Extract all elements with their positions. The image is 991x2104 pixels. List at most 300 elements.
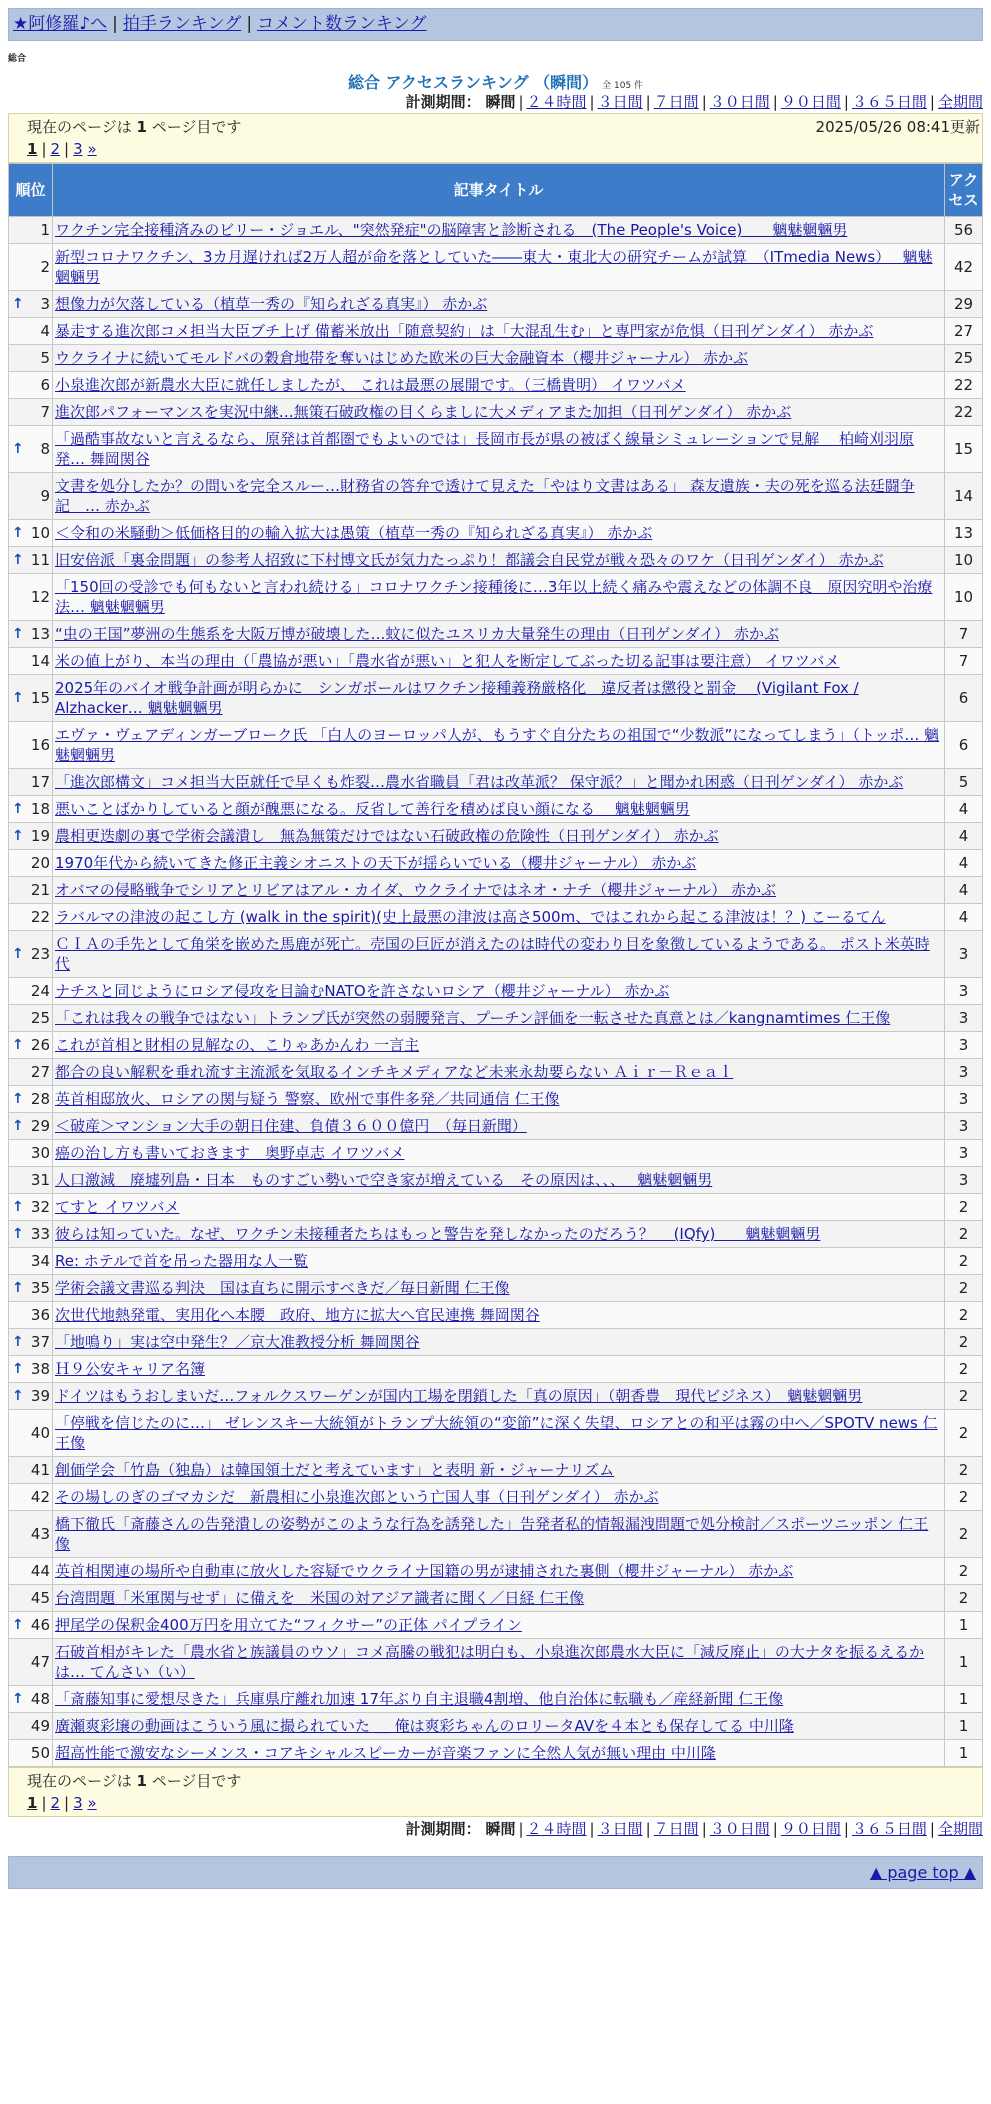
title-cell bbox=[53, 1639, 945, 1686]
rank-cell bbox=[9, 574, 53, 621]
table-row bbox=[9, 1585, 983, 1612]
period-option-link[interactable]: 全期間 bbox=[937, 1820, 983, 1838]
article-title-link[interactable]: 農相更迭劇の裏で学術会議潰し 無為無策だけではない石破政権の危険性（日刊ゲンダイ） 赤かぶ bbox=[55, 827, 719, 845]
rank-cell bbox=[9, 978, 53, 1005]
title-cell bbox=[53, 1059, 945, 1086]
rank-cell bbox=[9, 426, 53, 473]
page-top-link[interactable]: ▲ page top ▲ bbox=[869, 1863, 976, 1882]
access-count: 4 bbox=[945, 796, 983, 823]
article-title-link[interactable]: 石破首相がキレた「農水省と族議員のウソ」コメ高騰の戦犯は明白も、小泉進次郎農水大臣に「減反廃止」の大ナタを振るえるかは… てんさい（い） bbox=[55, 1643, 925, 1681]
rank-cell bbox=[9, 877, 53, 904]
total-count: 全 105 件 bbox=[602, 81, 644, 91]
table-row bbox=[9, 1740, 983, 1767]
article-title-link[interactable]: 彼らは知っていた。なぜ、ワクチン未接種者たちはもっと警告を発しなかったのだろう？ (IQfy) 魑魅魍魎男 bbox=[55, 1225, 821, 1243]
rank-cell bbox=[9, 722, 53, 769]
article-title-link[interactable]: 英首相邸放火、ロシアの関与疑う 警察、欧州で事件多発／共同通信 仁王像 bbox=[55, 1090, 560, 1108]
article-title-link[interactable]: 押尾学の保釈金400万円を用立てた“フィクサー”の正体 パイプライン bbox=[55, 1616, 522, 1634]
title-cell bbox=[53, 291, 945, 318]
period-separator: | bbox=[772, 93, 778, 111]
rank-number: 27 bbox=[30, 1063, 50, 1081]
rank-up-arrow-icon: ↑ bbox=[12, 1691, 24, 1707]
period-option-link[interactable]: ２４時間 bbox=[526, 93, 587, 111]
rank-number: 39 bbox=[30, 1387, 50, 1405]
table-row bbox=[9, 1086, 983, 1113]
article-title-link[interactable]: オバマの侵略戦争でシリアとリビアはアル・カイダ、ウクライナではネオ・ナチ（櫻井ジャーナル） 赤かぶ bbox=[55, 881, 777, 899]
article-title-link[interactable]: Re: ホテルで首を吊った器用な人一覧 bbox=[55, 1252, 309, 1270]
access-count: 22 bbox=[945, 372, 983, 399]
access-count: 4 bbox=[945, 823, 983, 850]
footer-bar bbox=[8, 1856, 983, 1889]
article-title-link[interactable]: 創価学会「竹島（独島）は韓国領土だと考えています」と表明 新・ジャーナリズム bbox=[55, 1461, 615, 1479]
pager-current-page: 1 bbox=[27, 1794, 38, 1812]
title-cell bbox=[53, 1221, 945, 1248]
rank-cell bbox=[9, 769, 53, 796]
article-title-link[interactable]: 暴走する進次郎コメ担当大臣ブチ上げ 備蓄米放出「随意契約」は「大混乱生む」と専門家が危惧（日刊ゲンダイ） 赤かぶ bbox=[55, 322, 874, 340]
access-count: 4 bbox=[945, 877, 983, 904]
access-count: 6 bbox=[945, 675, 983, 722]
access-count: 2 bbox=[945, 1484, 983, 1511]
pager-separator: | bbox=[64, 1794, 70, 1812]
rank-cell bbox=[9, 547, 53, 574]
access-count: 1 bbox=[945, 1639, 983, 1686]
period-option-link[interactable]: ２４時間 bbox=[526, 1820, 587, 1838]
access-count: 2 bbox=[945, 1585, 983, 1612]
access-count: 2 bbox=[945, 1302, 983, 1329]
rank-cell bbox=[9, 217, 53, 244]
table-header-row bbox=[9, 164, 983, 217]
rank-number: 28 bbox=[30, 1090, 50, 1108]
rank-cell bbox=[9, 1356, 53, 1383]
rank-number: 31 bbox=[30, 1171, 50, 1189]
title-cell bbox=[53, 1113, 945, 1140]
pager-page-link[interactable]: 3 bbox=[73, 1794, 83, 1812]
current-page-text: 現在のページは 1 ページ目です bbox=[27, 118, 242, 136]
article-title-link[interactable]: 人口激減 廃墟列島・日本 ものすごい勢いで空き家が増えている その原因は、、、 魑魅魍魎男 bbox=[55, 1171, 713, 1189]
period-separator: | bbox=[772, 1820, 778, 1838]
period-option-link[interactable]: ３０日間 bbox=[709, 93, 770, 111]
title-cell bbox=[53, 1032, 945, 1059]
pager-page-link[interactable]: 3 bbox=[73, 140, 83, 158]
page-info-top bbox=[8, 113, 983, 163]
title-cell bbox=[53, 547, 945, 574]
title-cell bbox=[53, 1167, 945, 1194]
rank-cell bbox=[9, 1585, 53, 1612]
rank-cell bbox=[9, 1086, 53, 1113]
rank-cell bbox=[9, 1612, 53, 1639]
access-count: 2 bbox=[945, 1558, 983, 1585]
article-title-link[interactable]: 橋下徹氏「斎藤さんの告発潰しの姿勢がこのような行為を誘発した」告発者私的情報漏洩問題で処分検討／スポーツニッポン 仁王像 bbox=[55, 1515, 929, 1553]
article-title-link[interactable]: その場しのぎのゴマカシだ 新農相に小泉進次郎という亡国人事（日刊ゲンダイ） 赤かぶ bbox=[55, 1488, 659, 1506]
header-title: 記事タイトル bbox=[53, 164, 945, 217]
title-cell bbox=[53, 399, 945, 426]
table-row bbox=[9, 318, 983, 345]
title-cell bbox=[53, 850, 945, 877]
top-nav-bar bbox=[8, 8, 983, 41]
access-count: 2 bbox=[945, 1329, 983, 1356]
rank-up-arrow-icon: ↑ bbox=[12, 525, 24, 541]
table-row bbox=[9, 904, 983, 931]
rank-number: 50 bbox=[30, 1744, 50, 1762]
table-row bbox=[9, 621, 983, 648]
title-cell bbox=[53, 1713, 945, 1740]
access-count: 3 bbox=[945, 1086, 983, 1113]
period-option-link[interactable]: ３日間 bbox=[597, 93, 643, 111]
table-row bbox=[9, 1686, 983, 1713]
pager-page-link[interactable]: 2 bbox=[50, 140, 61, 158]
rank-cell bbox=[9, 675, 53, 722]
period-option-link[interactable]: ３６５日間 bbox=[851, 93, 927, 111]
article-title-link[interactable]: ナチスと同じようにロシア侵攻を目論むNATOを許さないロシア（櫻井ジャーナル） 赤かぶ bbox=[55, 982, 670, 1000]
table-row bbox=[9, 1713, 983, 1740]
access-count: 3 bbox=[945, 1032, 983, 1059]
period-separator: | bbox=[843, 93, 849, 111]
rank-cell bbox=[9, 1275, 53, 1302]
rank-number: 4 bbox=[40, 322, 50, 340]
title-cell bbox=[53, 1194, 945, 1221]
rank-number: 42 bbox=[30, 1488, 50, 1506]
access-count: 1 bbox=[945, 1713, 983, 1740]
article-title-link[interactable]: 小泉進次郎が新農水大臣に就任しましたが、 これは最悪の展開です。（三橋貴明） イワツバメ bbox=[55, 376, 686, 394]
title-cell bbox=[53, 978, 945, 1005]
table-row bbox=[9, 345, 983, 372]
table-row bbox=[9, 1410, 983, 1457]
rank-cell bbox=[9, 1484, 53, 1511]
table-row bbox=[9, 547, 983, 574]
rank-number: 8 bbox=[40, 440, 50, 458]
title-cell bbox=[53, 1248, 945, 1275]
access-count: 42 bbox=[945, 244, 983, 291]
nav-link-comment-ranking[interactable]: コメント数ランキング bbox=[257, 14, 427, 34]
access-count: 4 bbox=[945, 904, 983, 931]
period-option-link[interactable]: ７日間 bbox=[653, 1820, 699, 1838]
article-title-link[interactable]: ウクライナに続いてモルドバの穀倉地帯を奪いはじめた欧米の巨大金融資本（櫻井ジャーナル） 赤かぶ bbox=[55, 349, 748, 367]
table-row bbox=[9, 1558, 983, 1585]
article-title-link[interactable]: ラバルマの津波の起こし方 (walk in the spirit)(史上最悪の津波は高さ500m、ではこれから起こる津波は！？) こーるてん bbox=[55, 908, 886, 926]
table-row bbox=[9, 877, 983, 904]
rank-cell bbox=[9, 1713, 53, 1740]
nav-link-applause-ranking[interactable]: 拍手ランキング bbox=[122, 14, 242, 34]
rank-number: 19 bbox=[30, 827, 50, 845]
article-title-link[interactable]: 次世代地熱発電、実用化へ本腰 政府、地方に拡大へ官民連携 舞岡関谷 bbox=[55, 1306, 540, 1324]
nav-separator: | bbox=[246, 14, 253, 34]
title-cell bbox=[53, 1302, 945, 1329]
category-label: 総合 bbox=[8, 54, 27, 64]
table-row bbox=[9, 675, 983, 722]
title-cell bbox=[53, 1005, 945, 1032]
rank-number: 46 bbox=[30, 1616, 50, 1634]
rank-cell bbox=[9, 1248, 53, 1275]
table-row bbox=[9, 1457, 983, 1484]
table-row bbox=[9, 1612, 983, 1639]
article-title-link[interactable]: ドイツはもうおしまいだ…フォルクスワーゲンが国内工場を閉鎖した「真の原因」（朝香豊 現代ビジネス） 魑魅魍魎男 bbox=[55, 1387, 863, 1405]
rank-up-arrow-icon: ↑ bbox=[12, 1388, 24, 1404]
nav-link-asyura[interactable]: ★阿修羅♪へ bbox=[13, 14, 108, 34]
ranking-title: 総合 アクセスランキング （瞬間） bbox=[347, 73, 599, 92]
rank-number: 6 bbox=[40, 376, 50, 394]
access-count: 3 bbox=[945, 1140, 983, 1167]
table-row bbox=[9, 931, 983, 978]
title-cell bbox=[53, 1086, 945, 1113]
header-access: アクセス bbox=[945, 164, 983, 217]
access-count: 3 bbox=[945, 1167, 983, 1194]
table-row bbox=[9, 1113, 983, 1140]
rank-cell bbox=[9, 796, 53, 823]
rank-number: 26 bbox=[30, 1036, 50, 1054]
article-title-link[interactable]: これが首相と財相の見解なの、こりゃあかんわ 一言主 bbox=[55, 1036, 420, 1054]
rank-cell bbox=[9, 473, 53, 520]
page-title bbox=[8, 70, 983, 90]
pager-separator: | bbox=[41, 140, 47, 158]
title-cell bbox=[53, 318, 945, 345]
article-title-link[interactable]: 米の値上がり、本当の理由（「農協が悪い」「農水省が悪い」と犯人を断定してぶった切る記事は要注意） イワツバメ bbox=[55, 652, 840, 670]
article-title-link[interactable]: 新型コロナワクチン、3カ月遅ければ2万人超が命を落としていた――東大・東北大の研究チームが試算 （ITmedia News） 魑魅魍魎男 bbox=[55, 248, 933, 286]
updated-timestamp: 2025/05/26 08:41更新 bbox=[815, 118, 980, 136]
table-row bbox=[9, 1032, 983, 1059]
rank-number: 1 bbox=[40, 221, 50, 239]
pager-separator: | bbox=[64, 140, 70, 158]
table-row bbox=[9, 1639, 983, 1686]
period-separator: | bbox=[518, 1820, 524, 1838]
period-option-link[interactable]: ９０日間 bbox=[780, 93, 841, 111]
rank-number: 38 bbox=[30, 1360, 50, 1378]
rank-number: 24 bbox=[30, 982, 50, 1000]
table-row bbox=[9, 426, 983, 473]
rank-cell bbox=[9, 1329, 53, 1356]
access-count: 6 bbox=[945, 722, 983, 769]
rank-cell bbox=[9, 1005, 53, 1032]
table-row bbox=[9, 1221, 983, 1248]
rank-up-arrow-icon: ↑ bbox=[12, 1334, 24, 1350]
access-count: 29 bbox=[945, 291, 983, 318]
rank-up-arrow-icon: ↑ bbox=[12, 1226, 24, 1242]
rank-cell bbox=[9, 1302, 53, 1329]
rank-number: 44 bbox=[30, 1562, 50, 1580]
rank-up-arrow-icon: ↑ bbox=[12, 1118, 24, 1134]
rank-cell bbox=[9, 520, 53, 547]
period-option-link[interactable]: 全期間 bbox=[937, 93, 983, 111]
rank-cell bbox=[9, 1639, 53, 1686]
rank-number: 37 bbox=[30, 1333, 50, 1351]
article-title-link[interactable]: 「進次郎構文」コメ担当大臣就任で早くも炸裂…農水省職員「君は改革派？ 保守派？」と聞かれ困惑（日刊ゲンダイ） 赤かぶ bbox=[55, 773, 904, 791]
article-title-link[interactable]: 「過酷事故ないと言えるなら、原発は首都圏でもよいのでは」長岡市長が県の被ばく線量シミュレーションで見解 柏崎刈羽原発… 舞岡関谷 bbox=[55, 430, 914, 468]
period-option-link[interactable]: ３０日間 bbox=[709, 1820, 770, 1838]
pager-top bbox=[27, 138, 982, 160]
rank-cell bbox=[9, 1410, 53, 1457]
rank-cell bbox=[9, 1194, 53, 1221]
article-title-link[interactable]: 進次郎パフォーマンスを実況中継…無策石破政権の目くらましに大メディアまた加担（日刊ゲンダイ） 赤かぶ bbox=[55, 403, 792, 421]
article-title-link[interactable]: 「これは我々の戦争ではない」トランプ氏が突然の弱腰発言、プーチン評価を一転させた真意とは／kangnamtimes 仁王像 bbox=[55, 1009, 891, 1027]
article-title-link[interactable]: てすと イワツバメ bbox=[55, 1198, 180, 1216]
rank-number: 34 bbox=[30, 1252, 50, 1270]
access-count: 3 bbox=[945, 1059, 983, 1086]
rank-up-arrow-icon: ↑ bbox=[12, 626, 24, 642]
rank-up-arrow-icon: ↑ bbox=[12, 1361, 24, 1377]
access-count: 1 bbox=[945, 1740, 983, 1767]
table-row bbox=[9, 399, 983, 426]
period-separator: | bbox=[701, 1820, 707, 1838]
title-cell bbox=[53, 1511, 945, 1558]
title-cell bbox=[53, 1140, 945, 1167]
article-title-link[interactable]: “虫の王国”夢洲の生態系を大阪万博が破壊した…蚊に似たユスリカ大量発生の理由（日刊ゲンダイ） 赤かぶ bbox=[55, 625, 779, 643]
table-row bbox=[9, 850, 983, 877]
table-row bbox=[9, 217, 983, 244]
period-current: 瞬間 bbox=[485, 93, 516, 111]
period-separator: | bbox=[929, 1820, 935, 1838]
rank-number: 32 bbox=[30, 1198, 50, 1216]
title-cell bbox=[53, 675, 945, 722]
rank-number: 35 bbox=[30, 1279, 50, 1297]
title-cell bbox=[53, 1383, 945, 1410]
access-count: 7 bbox=[945, 648, 983, 675]
period-option-link[interactable]: ７日間 bbox=[653, 93, 699, 111]
article-title-link[interactable]: ＣＩＡの手先として角栄を嵌めた馬鹿が死亡。売国の巨匠が消えたのは時代の変わり目を象徴しているようである。 ポスト米英時代 bbox=[55, 935, 930, 973]
rank-up-arrow-icon: ↑ bbox=[12, 946, 24, 962]
pager-page-link[interactable]: 2 bbox=[50, 1794, 61, 1812]
rank-number: 41 bbox=[30, 1461, 50, 1479]
rank-number: 15 bbox=[30, 689, 50, 707]
rank-cell bbox=[9, 318, 53, 345]
rank-cell bbox=[9, 1686, 53, 1713]
rank-number: 5 bbox=[40, 349, 50, 367]
title-cell bbox=[53, 1558, 945, 1585]
article-title-link[interactable]: ＜令和の米騒動＞低価格目的の輸入拡大は愚策（植草一秀の『知られざる真実』） 赤かぶ bbox=[55, 524, 653, 542]
rank-number: 16 bbox=[30, 736, 50, 754]
period-option-link[interactable]: ３日間 bbox=[597, 1820, 643, 1838]
rank-number: 14 bbox=[30, 652, 50, 670]
article-title-link[interactable]: 「停戦を信じたのに…」 ゼレンスキー大統領がトランプ大統領の“変節”に深く失望、ロシアとの和平は霧の中へ／SPOTV news 仁王像 bbox=[55, 1414, 938, 1452]
period-separator: | bbox=[518, 93, 524, 111]
article-title-link[interactable]: ＜破産＞マンション大手の朝日住建、負債３６００億円 （毎日新聞） bbox=[55, 1117, 527, 1135]
article-title-link[interactable]: Ｈ９公安キャリア名簿 bbox=[55, 1360, 206, 1378]
rank-number: 25 bbox=[30, 1009, 50, 1027]
table-row bbox=[9, 291, 983, 318]
table-row bbox=[9, 1167, 983, 1194]
rank-cell bbox=[9, 291, 53, 318]
rank-cell bbox=[9, 345, 53, 372]
table-row bbox=[9, 1194, 983, 1221]
article-title-link[interactable]: 文書を処分したか？の問いを完全スルー…財務省の答弁で透けて見えた「やはり文書はある」 森友遺族・夫の死を巡る法廷闘争記 … 赤かぶ bbox=[55, 477, 915, 515]
title-cell bbox=[53, 1612, 945, 1639]
rank-number: 29 bbox=[30, 1117, 50, 1135]
rank-cell bbox=[9, 1558, 53, 1585]
article-title-link[interactable]: 悪いことばかりしていると顔が醜悪になる。反省して善行を積めば良い顔になる 魑魅魍魎男 bbox=[55, 800, 690, 818]
table-row bbox=[9, 1329, 983, 1356]
access-count: 1 bbox=[945, 1686, 983, 1713]
rank-number: 23 bbox=[30, 945, 50, 963]
access-count: 13 bbox=[945, 520, 983, 547]
article-title-link[interactable]: 台湾問題「米軍関与せず」に備えを 米国の対アジア識者に聞く／日経 仁王像 bbox=[55, 1589, 585, 1607]
period-option-link[interactable]: ３６５日間 bbox=[851, 1820, 927, 1838]
access-count: 3 bbox=[945, 1005, 983, 1032]
rank-number: 33 bbox=[30, 1225, 50, 1243]
table-row bbox=[9, 473, 983, 520]
rank-cell bbox=[9, 372, 53, 399]
article-title-link[interactable]: ワクチン完全接種済みのビリー・ジョエル、"突然発症"の脳障害と診断される (The People's Voice) 魑魅魍魎男 bbox=[55, 221, 848, 239]
rank-up-arrow-icon: ↑ bbox=[12, 1091, 24, 1107]
article-title-link[interactable]: 学術会議文書巡る判決 国は直ちに開示すべきだ／毎日新聞 仁王像 bbox=[55, 1279, 510, 1297]
article-title-link[interactable]: 癌の治し方も書いておきます 奥野卓志 イワツバメ bbox=[55, 1144, 405, 1162]
pager-next-link[interactable]: » bbox=[87, 140, 97, 158]
current-page-text: 現在のページは 1 ページ目です bbox=[27, 1772, 242, 1790]
article-title-link[interactable]: 2025年のバイオ戦争計画が明らかに シンガポールはワクチン接種義務厳格化 違反者は懲役と罰金 (Vigilant Fox / Alzhacker… 魑魅魍魎男 bbox=[55, 679, 859, 717]
title-cell bbox=[53, 1585, 945, 1612]
pager-next-link[interactable]: » bbox=[87, 1794, 97, 1812]
rank-number: 21 bbox=[30, 881, 50, 899]
rank-cell bbox=[9, 1032, 53, 1059]
table-row bbox=[9, 1140, 983, 1167]
rank-cell bbox=[9, 621, 53, 648]
rank-up-arrow-icon: ↑ bbox=[12, 296, 24, 312]
table-row bbox=[9, 1275, 983, 1302]
article-title-link[interactable]: 超高性能で激安なシーメンス・コアキシャルスピーカーが音楽ファンに全然人気が無い理由 中川隆 bbox=[55, 1744, 716, 1762]
access-count: 15 bbox=[945, 426, 983, 473]
article-title-link[interactable]: エヴァ・ヴェアディンガーブローク氏 「白人のヨーロッパ人が、もうすぐ自分たちの祖国で“少数派”になってしまう」（トッポ… 魑魅魍魎男 bbox=[55, 726, 940, 764]
title-cell bbox=[53, 244, 945, 291]
title-cell bbox=[53, 426, 945, 473]
access-count: 2 bbox=[945, 1194, 983, 1221]
table-row bbox=[9, 1005, 983, 1032]
access-count: 2 bbox=[945, 1410, 983, 1457]
article-title-link[interactable]: 都合の良い解釈を垂れ流す主流派を気取るインチキメディアなど未来永劫要らない Ａｉｒ－Ｒｅａｌ bbox=[55, 1063, 734, 1081]
rank-number: 45 bbox=[30, 1589, 50, 1607]
access-count: 56 bbox=[945, 217, 983, 244]
title-cell bbox=[53, 1484, 945, 1511]
rank-up-arrow-icon: ↑ bbox=[12, 552, 24, 568]
article-title-link[interactable]: 「150回の受診でも何もないと言われ続ける」コロナワクチン接種後に…3年以上続く痛みや震えなどの体調不良 原因究明や治療法… 魑魅魍魎男 bbox=[55, 578, 933, 616]
rank-number: 43 bbox=[30, 1525, 50, 1543]
access-count: 2 bbox=[945, 1356, 983, 1383]
article-title-link[interactable]: 英首相関連の場所や自動車に放火した容疑でウクライナ国籍の男が逮捕された裏側（櫻井ジャーナル） 赤かぶ bbox=[55, 1562, 794, 1580]
rank-up-arrow-icon: ↑ bbox=[12, 801, 24, 817]
period-current: 瞬間 bbox=[485, 1820, 516, 1838]
rank-up-arrow-icon: ↑ bbox=[12, 1617, 24, 1633]
rank-number: 11 bbox=[30, 551, 50, 569]
table-row bbox=[9, 1356, 983, 1383]
access-count: 3 bbox=[945, 978, 983, 1005]
rank-number: 22 bbox=[30, 908, 50, 926]
period-separator: | bbox=[843, 1820, 849, 1838]
rank-cell bbox=[9, 1511, 53, 1558]
title-cell bbox=[53, 621, 945, 648]
article-title-link[interactable]: 廣瀬爽彩壌の動画はこういう風に撮られていた ＿ 俺は爽彩ちゃんのロリータAVを４本とも保存してる 中川隆 bbox=[55, 1717, 794, 1735]
table-row bbox=[9, 1383, 983, 1410]
rank-cell bbox=[9, 1383, 53, 1410]
rank-cell bbox=[9, 904, 53, 931]
rank-number: 48 bbox=[30, 1690, 50, 1708]
title-cell bbox=[53, 520, 945, 547]
access-count: 25 bbox=[945, 345, 983, 372]
rank-number: 9 bbox=[40, 487, 50, 505]
table-row bbox=[9, 244, 983, 291]
access-count: 3 bbox=[945, 931, 983, 978]
table-row bbox=[9, 978, 983, 1005]
period-option-link[interactable]: ９０日間 bbox=[780, 1820, 841, 1838]
title-cell bbox=[53, 648, 945, 675]
article-title-link[interactable]: 「斎藤知事に愛想尽きた」兵庫県庁離れ加速 17年ぶり自主退職4割増、他自治体に転職も／産経新聞 仁王像 bbox=[55, 1690, 784, 1708]
article-title-link[interactable]: 想像力が欠落している（植草一秀の『知られざる真実』） 赤かぶ bbox=[55, 295, 488, 313]
access-count: 10 bbox=[945, 574, 983, 621]
table-row bbox=[9, 372, 983, 399]
table-row bbox=[9, 769, 983, 796]
article-title-link[interactable]: 旧安倍派「裏金問題」の参考人招致に下村博文氏が気力たっぷり！都議会自民党が戦々恐々のワケ（日刊ゲンダイ） 赤かぶ bbox=[55, 551, 884, 569]
article-title-link[interactable]: 1970年代から続いてきた修正主義シオニストの天下が揺らいでいる（櫻井ジャーナル） 赤かぶ bbox=[55, 854, 697, 872]
access-count: 14 bbox=[945, 473, 983, 520]
rank-cell bbox=[9, 850, 53, 877]
title-cell bbox=[53, 1457, 945, 1484]
rank-number: 40 bbox=[30, 1424, 50, 1442]
title-cell bbox=[53, 1275, 945, 1302]
article-title-link[interactable]: 「地鳴り」実は空中発生？／京大准教授分析 舞岡関谷 bbox=[55, 1333, 420, 1351]
